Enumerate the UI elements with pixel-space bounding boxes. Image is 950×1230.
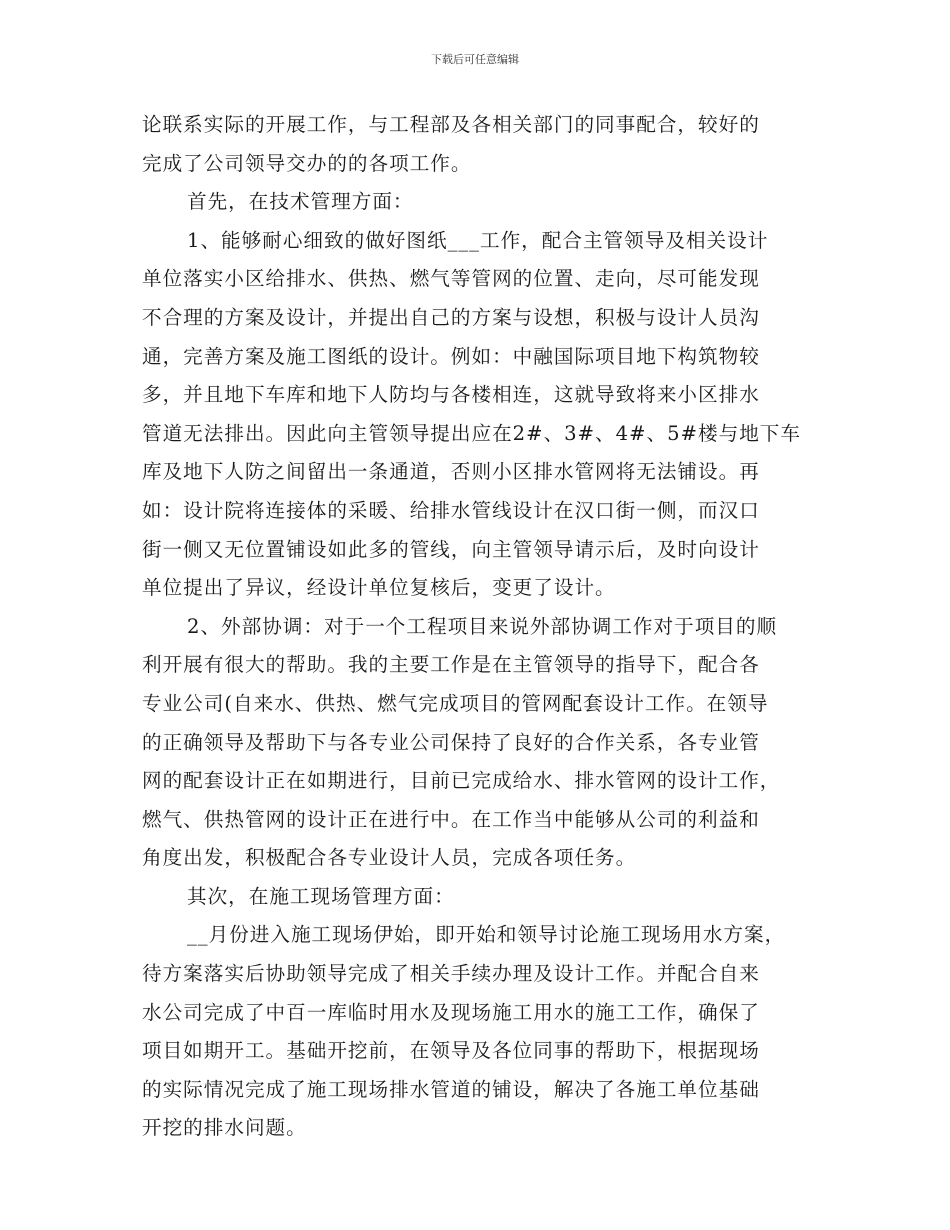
paragraph-line: 单位提出了异议，经设计单位复核后，变更了设计。	[142, 576, 616, 600]
paragraph-line: 2、外部协调：对于一个工程项目来说外部协调工作对于项目的顺	[187, 614, 778, 638]
paragraph-line: 1、能够耐心细致的做好图纸___工作，配合主管领导及相关设计	[187, 228, 769, 252]
document-body	[142, 106, 810, 1148]
paragraph-line: 如：设计院将连接体的采暖、给排水管线设计在汉口街一侧，而汉口	[142, 498, 760, 522]
paragraph-line: 多，并且地下车库和地下人防均与各楼相连，这就导致将来小区排水	[142, 383, 760, 407]
paragraph-line: 的正确领导及帮助下与各专业公司保持了良好的合作关系，各专业管	[142, 730, 760, 754]
paragraph-line: 通，完善方案及施工图纸的设计。例如：中融国际项目地下构筑物较	[142, 344, 760, 368]
paragraph-line: 水公司完成了中百一库临时用水及现场施工用水的施工工作，确保了	[142, 1000, 760, 1024]
paragraph-line: 燃气、供热管网的设计正在进行中。在工作当中能够从公司的利益和	[142, 807, 760, 831]
section-heading-site: 其次，在施工现场管理方面：	[187, 884, 455, 908]
paragraph-line: 论联系实际的开展工作，与工程部及各相关部门的同事配合，较好的	[142, 113, 760, 136]
page-header: 下载后可任意编辑	[431, 53, 519, 66]
paragraph-line: 不合理的方案及设计，并提出自己的方案与设想，积极与设计人员沟	[142, 305, 760, 329]
paragraph-line: 库及地下人防之间留出一条通道，否则小区排水管网将无法铺设。再	[142, 460, 760, 484]
paragraph-line: 单位落实小区给排水、供热、燃气等管网的位置、走向，尽可能发现	[142, 267, 760, 291]
paragraph-line: 专业公司(自来水、供热、燃气完成项目的管网配套设计工作。在领导	[142, 691, 769, 715]
section-heading-technical: 首先，在技术管理方面：	[187, 190, 414, 214]
paragraph-line: 完成了公司领导交办的的各项工作。	[142, 151, 472, 175]
paragraph-line: 网的配套设计正在如期进行，目前已完成给水、排水管网的设计工作，	[142, 769, 781, 793]
paragraph-line: 项目如期开工。基础开挖前，在领导及各位同事的帮助下，根据现场	[142, 1039, 760, 1063]
paragraph-line: 管道无法排出。因此向主管领导提出应在2#、3#、4#、5#楼与地下车	[142, 421, 801, 445]
paragraph-line: 角度出发，积极配合各专业设计人员，完成各项任务。	[142, 846, 637, 870]
paragraph-line: 街一侧又无位置铺设如此多的管线，向主管领导请示后，及时向设计	[142, 537, 760, 561]
paragraph-line: 开挖的排水问题。	[142, 1116, 307, 1140]
paragraph-line: 待方案落实后协助领导完成了相关手续办理及设计工作。并配合自来	[142, 962, 760, 986]
paragraph-line: 的实际情况完成了施工现场排水管道的铺设，解决了各施工单位基础	[142, 1077, 760, 1101]
paragraph-line: 利开展有很大的帮助。我的主要工作是在主管领导的指导下，配合各	[142, 653, 760, 677]
paragraph-line: __月份进入施工现场伊始，即开始和领导讨论施工现场用水方案，	[187, 923, 786, 947]
